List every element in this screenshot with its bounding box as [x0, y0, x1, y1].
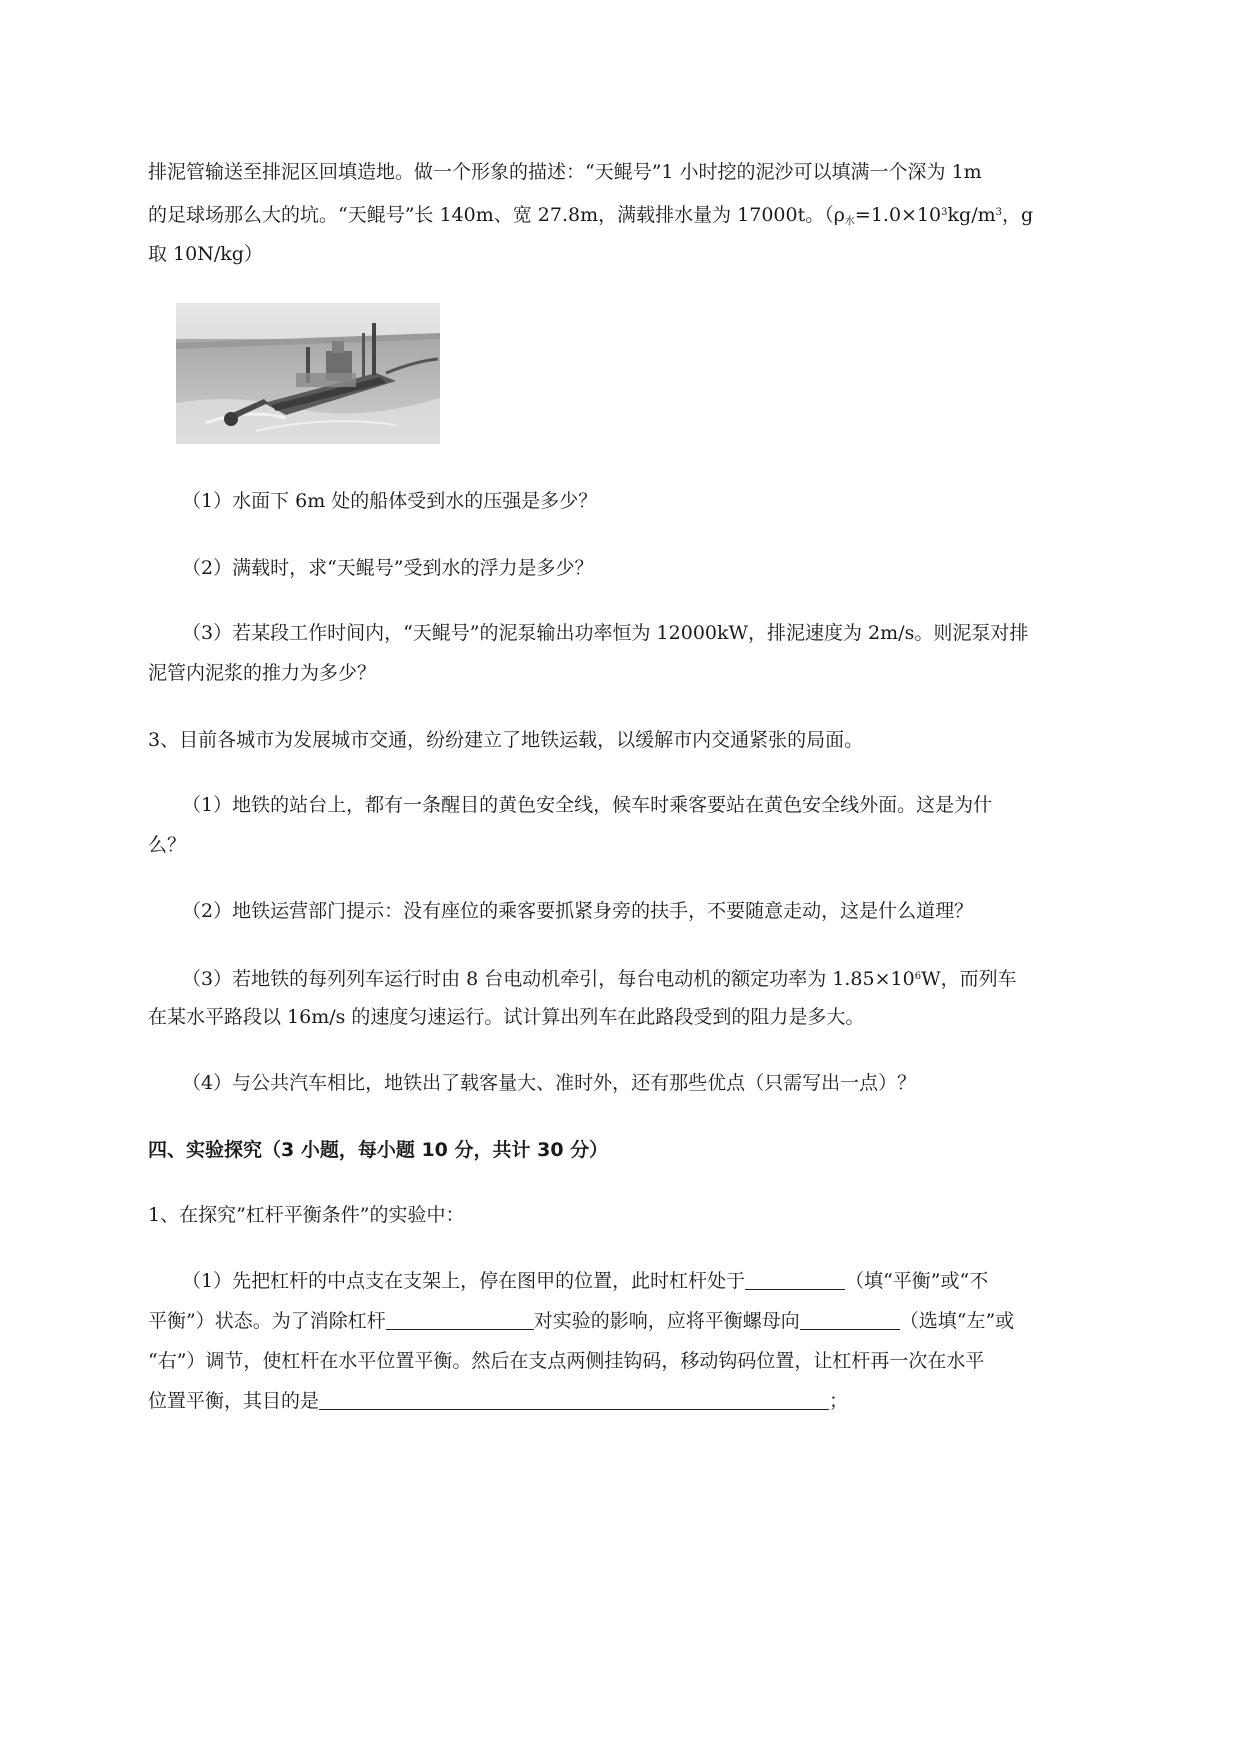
q2-sub-1: （1）水面下 6m 处的船体受到水的压强是多少？ [182, 490, 598, 512]
dredger-ship-photo [176, 303, 440, 444]
q3-stem: 3、目前各城市为发展城市交通，纷纷建立了地铁运载，以缓解市内交通紧张的局面。 [148, 729, 864, 751]
intro-line-2 [148, 203, 1158, 232]
superscript-exponent: 3 [941, 207, 948, 218]
s4-text: 位置平衡，其目的是 [148, 1390, 320, 1412]
intro-text: ，g [1001, 204, 1034, 226]
s4-q1-sub-1-line-3: “右”）调节，使杠杆在水平位置平衡。然后在支点两侧挂钩码，移动钩码位置，让杠杆再一次在水平 [148, 1350, 985, 1372]
section-4-heading: 四、实验探究（3 小题，每小题 10 分，共计 30 分） [148, 1139, 609, 1161]
q3-sub-2: （2）地铁运营部门提示：没有座位的乘客要抓紧身旁的扶手，不要随意走动，这是什么道理？ [182, 900, 974, 922]
intro-text: 的足球场那么大的坑。“天鲲号”长 140m、宽 27.8m，满载排水量为 17000t。（ρ [148, 204, 845, 226]
q3-sub-3-line-2: 在某水平路段以 16m/s 的速度匀速运行。试计算出列车在此路段受到的阻力是多大。 [148, 1006, 865, 1028]
q3-sub-4: （4）与公共汽车相比，地铁出了载客量大、准时外，还有那些优点（只需写出一点）？ [182, 1072, 917, 1094]
q2-sub-2: （2）满载时，求“天鲲号”受到水的浮力是多少？ [182, 557, 594, 579]
s4-text: （选填“左”或 [899, 1310, 1015, 1332]
answer-blank-2[interactable] [386, 1311, 534, 1330]
s4-q1-sub-1-line-2 [148, 1311, 1158, 1331]
intro-text: =1.0×10 [854, 204, 942, 226]
answer-blank-1[interactable] [745, 1271, 845, 1290]
s4-text: （填“平衡”或“不 [845, 1270, 989, 1292]
answer-blank-3[interactable] [800, 1311, 900, 1330]
q3-sub-1-line-1: （1）地铁的站台上，都有一条醒目的黄色安全线，候车时乘客要站在黄色安全线外面。这是为什 [182, 794, 993, 816]
superscript-exponent: 3 [995, 207, 1002, 218]
s4-q1-stem: 1、在探究”杠杆平衡条件”的实验中： [148, 1204, 465, 1226]
intro-line-1: 排泥管输送至排泥区回填造地。做一个形象的描述：“天鲲号”1 小时挖的泥沙可以填满一个深为 1m [148, 161, 982, 183]
dredger-ship-icon [176, 303, 440, 444]
s4-text: 平衡”）状态。为了消除杠杆 [148, 1310, 386, 1332]
intro-text: kg/m [947, 204, 996, 226]
s4-text: （1）先把杠杆的中点支在支架上，停在图甲的位置，此时杠杆处于 [182, 1270, 746, 1292]
q2-sub-3-line-1: （3）若某段工作时间内，“天鲲号”的泥泵输出功率恒为 12000kW，排泥速度为 2m/s。则泥泵对排 [182, 622, 1029, 644]
q3-text: W，而列车 [921, 968, 1017, 990]
q3-sub-1-line-2: 么？ [148, 834, 187, 856]
s4-q1-sub-1-line-4 [148, 1391, 1158, 1411]
q3-text: （3）若地铁的每列列车运行时由 8 台电动机牵引，每台电动机的额定功率为 1.85×10 [182, 968, 915, 990]
superscript-exponent: 6 [914, 971, 922, 982]
q3-sub-3-line-1 [182, 967, 1192, 989]
s4-text: ； [829, 1390, 849, 1412]
subscript-water: 水 [844, 216, 855, 227]
s4-text: 对实验的影响，应将平衡螺母向 [533, 1310, 800, 1332]
answer-blank-4[interactable] [319, 1391, 829, 1410]
intro-line-3: 取 10N/kg） [148, 243, 263, 265]
q2-sub-3-line-2: 泥管内泥浆的推力为多少？ [148, 662, 377, 684]
s4-q1-sub-1-line-1 [182, 1271, 1192, 1291]
